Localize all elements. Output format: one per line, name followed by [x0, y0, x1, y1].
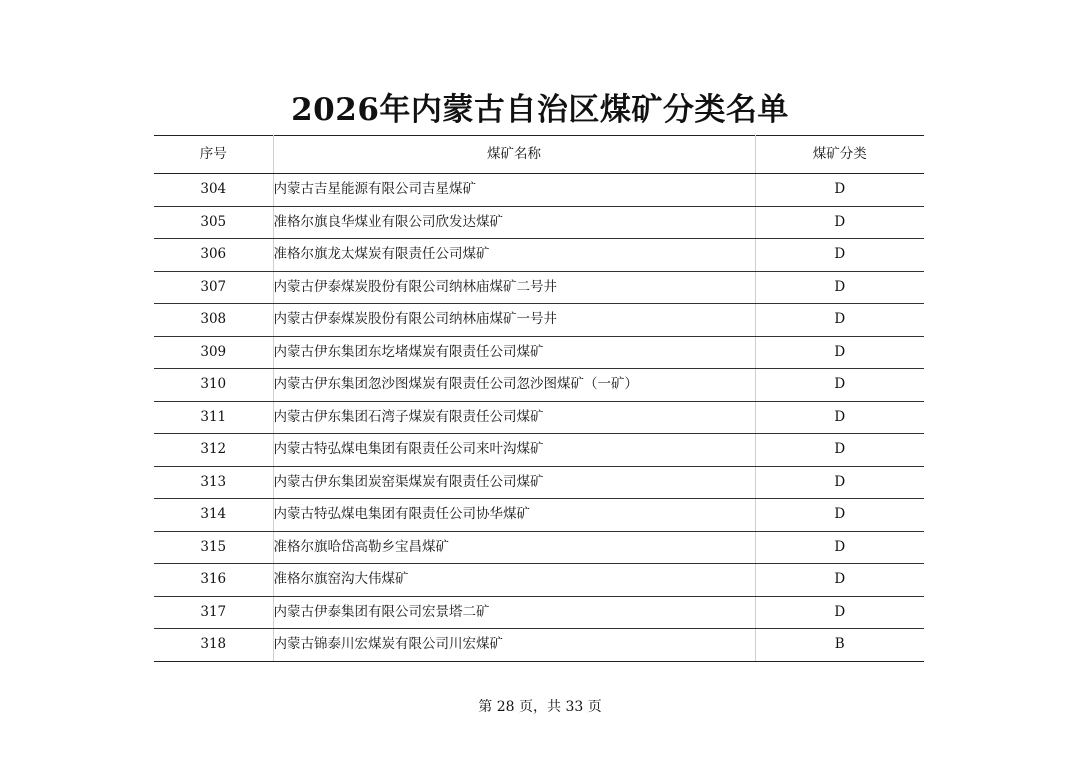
row-number: 318 — [154, 629, 273, 662]
row-number: 312 — [154, 434, 273, 467]
mine-category: D — [755, 499, 924, 532]
row-number: 309 — [154, 336, 273, 369]
table-row — [154, 466, 924, 499]
mine-name: 内蒙古锦泰川宏煤炭有限公司川宏煤矿 — [273, 629, 755, 662]
column-header-category: 煤矿分类 — [755, 136, 924, 174]
mine-name: 内蒙古伊东集团炭窑渠煤炭有限责任公司煤矿 — [273, 466, 755, 499]
mine-category: D — [755, 596, 924, 629]
table-row — [154, 304, 924, 337]
mine-name: 内蒙古伊东集团东圪堵煤炭有限责任公司煤矿 — [273, 336, 755, 369]
mine-category: D — [755, 206, 924, 239]
table-row — [154, 499, 924, 532]
table-row — [154, 369, 924, 402]
mine-name: 内蒙古伊泰集团有限公司宏景塔二矿 — [273, 596, 755, 629]
mine-name: 内蒙古伊泰煤炭股份有限公司纳林庙煤矿二号井 — [273, 271, 755, 304]
row-number: 311 — [154, 401, 273, 434]
table-row — [154, 629, 924, 662]
table-row — [154, 239, 924, 272]
page-title: 2026年内蒙古自治区煤矿分类名单 — [291, 92, 789, 128]
table-row — [154, 271, 924, 304]
mine-name: 准格尔旗龙太煤炭有限责任公司煤矿 — [273, 239, 755, 272]
column-header-mine-name: 煤矿名称 — [273, 136, 755, 174]
row-number: 307 — [154, 271, 273, 304]
row-number: 315 — [154, 531, 273, 564]
mine-classification-table — [154, 135, 924, 662]
table-header-row — [154, 136, 924, 174]
mine-category: D — [755, 271, 924, 304]
mine-category: D — [755, 434, 924, 467]
table-row — [154, 434, 924, 467]
row-number: 317 — [154, 596, 273, 629]
mine-category: D — [755, 466, 924, 499]
table-row — [154, 531, 924, 564]
mine-category: D — [755, 369, 924, 402]
mine-category: D — [755, 531, 924, 564]
mine-name: 内蒙古特弘煤电集团有限责任公司协华煤矿 — [273, 499, 755, 532]
row-number: 306 — [154, 239, 273, 272]
mine-category: B — [755, 629, 924, 662]
table-row — [154, 401, 924, 434]
mine-name: 内蒙古伊泰煤炭股份有限公司纳林庙煤矿一号井 — [273, 304, 755, 337]
row-number: 313 — [154, 466, 273, 499]
table-row — [154, 596, 924, 629]
mine-name: 内蒙古伊东集团石湾子煤炭有限责任公司煤矿 — [273, 401, 755, 434]
mine-category: D — [755, 401, 924, 434]
mine-name: 内蒙古伊东集团忽沙图煤炭有限责任公司忽沙图煤矿（一矿） — [273, 369, 755, 402]
mine-category: D — [755, 174, 924, 207]
row-number: 304 — [154, 174, 273, 207]
mine-category: D — [755, 564, 924, 597]
mine-name: 内蒙古吉星能源有限公司吉星煤矿 — [273, 174, 755, 207]
row-number: 305 — [154, 206, 273, 239]
table-row — [154, 174, 924, 207]
mine-name: 准格尔旗良华煤业有限公司欣发达煤矿 — [273, 206, 755, 239]
table-row — [154, 336, 924, 369]
mine-name: 内蒙古特弘煤电集团有限责任公司来叶沟煤矿 — [273, 434, 755, 467]
page-footer: 第 28 页，共 33 页 — [478, 699, 602, 715]
row-number: 316 — [154, 564, 273, 597]
row-number: 310 — [154, 369, 273, 402]
mine-category: D — [755, 304, 924, 337]
column-header-number: 序号 — [154, 136, 273, 174]
table-row — [154, 206, 924, 239]
table-row — [154, 564, 924, 597]
row-number: 314 — [154, 499, 273, 532]
mine-category: D — [755, 336, 924, 369]
mine-category: D — [755, 239, 924, 272]
mine-name: 准格尔旗哈岱高勒乡宝昌煤矿 — [273, 531, 755, 564]
mine-name: 准格尔旗窑沟大伟煤矿 — [273, 564, 755, 597]
row-number: 308 — [154, 304, 273, 337]
